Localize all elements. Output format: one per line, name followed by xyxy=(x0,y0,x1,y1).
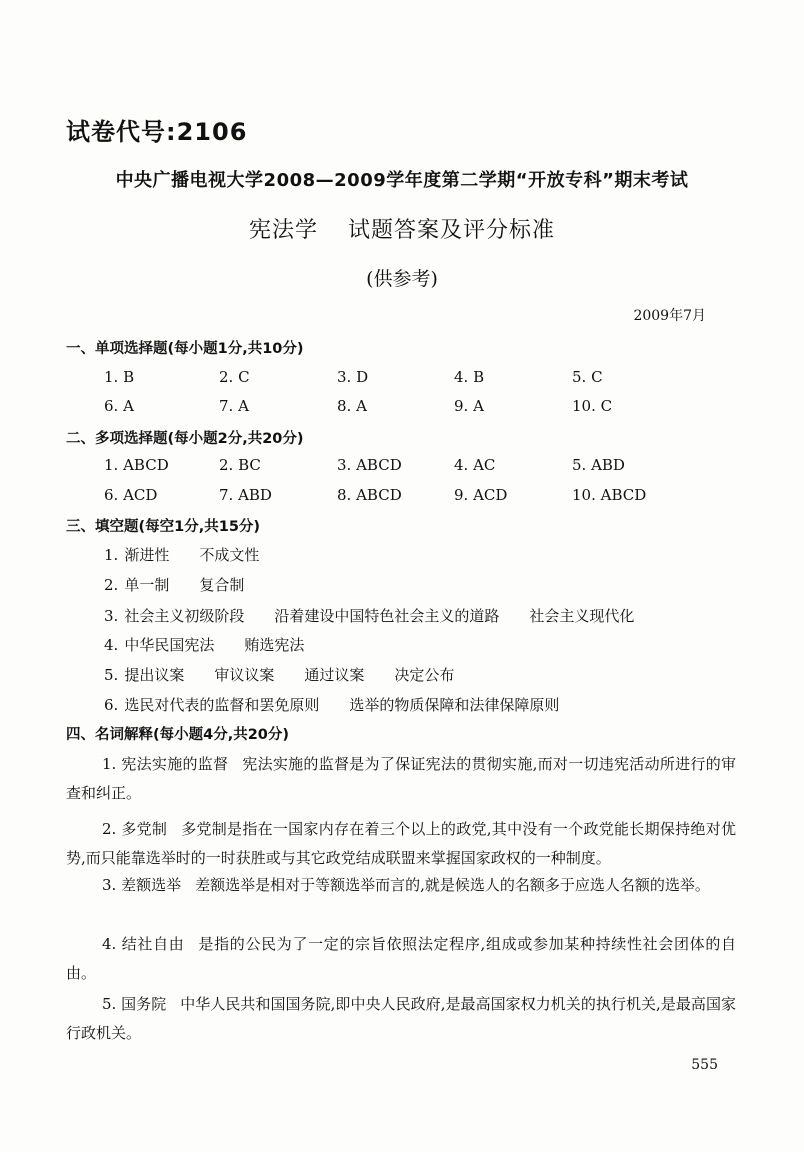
term-name: 多党制 xyxy=(121,820,168,838)
answer-item: 5. C xyxy=(572,368,603,386)
term-definition xyxy=(66,750,736,808)
fill-answer: 社会主义初级阶段 xyxy=(124,607,245,625)
term-number: 2. xyxy=(102,820,117,838)
term-text: 差额选举是相对于等额选举而言的,就是候选人的名额多于应选人名额的选举。 xyxy=(195,876,710,894)
answer-item: 1. ABCD xyxy=(104,456,169,474)
fill-line xyxy=(104,664,484,685)
answer-item: 6. A xyxy=(104,397,134,415)
answer-item: 9. A xyxy=(454,397,484,415)
fill-answer: 通过议案 xyxy=(304,666,365,684)
answer-item: 9. ACD xyxy=(454,486,508,504)
section-heading-multi-choice: 二、多项选择题(每小题2分,共20分) xyxy=(66,431,304,447)
fill-answer: 选举的物质保障和法律保障原则 xyxy=(349,696,560,714)
exam-date: 2009年7月 xyxy=(633,308,706,324)
term-definition xyxy=(66,871,736,900)
term-name: 差额选举 xyxy=(121,876,182,894)
exam-code: 试卷代号:2106 xyxy=(66,118,248,146)
term-text: 是指的公民为了一定的宗旨依照法定程序,组成或参加某种持续性社会团体的自由。 xyxy=(66,935,736,982)
answer-item: 3. D xyxy=(337,368,369,386)
answer-item: 4. AC xyxy=(454,456,496,474)
section-heading-single-choice: 一、单项选择题(每小题1分,共10分) xyxy=(66,341,304,357)
doc-title: 试题答案及评分标准 xyxy=(348,218,556,243)
term-text: 宪法实施的监督是为了保证宪法的贯彻实施,而对一切违宪活动所进行的审查和纠正。 xyxy=(66,755,736,802)
term-number: 5. xyxy=(102,995,117,1013)
answer-item: 8. ABCD xyxy=(337,486,402,504)
answer-item: 10. ABCD xyxy=(572,486,647,504)
answer-row xyxy=(0,486,804,508)
line-number: 4. xyxy=(104,636,119,654)
fill-line xyxy=(104,605,664,626)
exam-title: 中央广播电视大学2008—2009学年度第二学期“开放专科”期末考试 xyxy=(115,170,689,191)
fill-answer: 决定公布 xyxy=(394,666,455,684)
answer-item: 2. BC xyxy=(219,456,261,474)
section-heading-fill-blank: 三、填空题(每空1分,共15分) xyxy=(66,519,261,535)
fill-answer: 贿选宪法 xyxy=(244,636,305,654)
fill-line xyxy=(104,574,274,595)
answer-row xyxy=(0,368,804,390)
term-name: 结社自由 xyxy=(121,935,185,953)
term-text: 中华人民共和国国务院,即中央人民政府,是最高国家权力机关的执行机关,是最高国家行政机关。 xyxy=(66,995,736,1042)
answer-item: 10. C xyxy=(572,397,613,415)
fill-answer: 选民对代表的监督和罢免原则 xyxy=(124,696,320,714)
page-number: 555 xyxy=(691,1057,718,1073)
term-definition xyxy=(66,930,736,988)
term-text: 多党制是指在一国家内存在着三个以上的政党,其中没有一个政党能长期保持绝对优势,而只能靠选举时的一时获胜或与其它政党结成联盟来掌握国家政权的一种制度。 xyxy=(66,820,736,867)
fill-answer: 不成文性 xyxy=(199,546,260,564)
answer-item: 5. ABD xyxy=(572,456,625,474)
fill-answer: 复合制 xyxy=(199,576,245,594)
line-number: 6. xyxy=(104,696,119,714)
answer-item: 7. A xyxy=(219,397,249,415)
answer-item: 6. ACD xyxy=(104,486,158,504)
fill-answer: 渐进性 xyxy=(124,546,170,564)
fill-answer: 单一制 xyxy=(124,576,170,594)
answer-item: 8. A xyxy=(337,397,367,415)
term-definition xyxy=(66,815,736,873)
fill-line xyxy=(104,694,589,715)
term-name: 宪法实施的监督 xyxy=(121,755,229,773)
reference-note: (供参考) xyxy=(366,268,438,290)
fill-line xyxy=(104,544,289,565)
answer-item: 1. B xyxy=(104,368,135,386)
answer-row xyxy=(0,456,804,478)
fill-answer: 中华民国宪法 xyxy=(124,636,215,654)
answer-row xyxy=(0,397,804,419)
fill-line xyxy=(104,634,334,655)
answer-item: 3. ABCD xyxy=(337,456,402,474)
fill-answer: 提出议案 xyxy=(124,666,185,684)
term-number: 3. xyxy=(102,876,117,894)
subject-name: 宪法学 xyxy=(248,218,318,243)
fill-answer: 社会主义现代化 xyxy=(529,607,635,625)
term-number: 4. xyxy=(102,935,117,953)
document-title xyxy=(0,213,804,244)
fill-answer: 沿着建设中国特色社会主义的道路 xyxy=(274,607,500,625)
line-number: 2. xyxy=(104,576,119,594)
answer-item: 2. C xyxy=(219,368,250,386)
line-number: 1. xyxy=(104,546,119,564)
term-definition xyxy=(66,990,736,1048)
fill-answer: 审议议案 xyxy=(214,666,275,684)
line-number: 5. xyxy=(104,666,119,684)
term-name: 国务院 xyxy=(121,995,167,1013)
line-number: 3. xyxy=(104,607,119,625)
term-number: 1. xyxy=(102,755,117,773)
answer-item: 7. ABD xyxy=(219,486,272,504)
answer-item: 4. B xyxy=(454,368,485,386)
section-heading-terms: 四、名词解释(每小题4分,共20分) xyxy=(66,727,290,743)
